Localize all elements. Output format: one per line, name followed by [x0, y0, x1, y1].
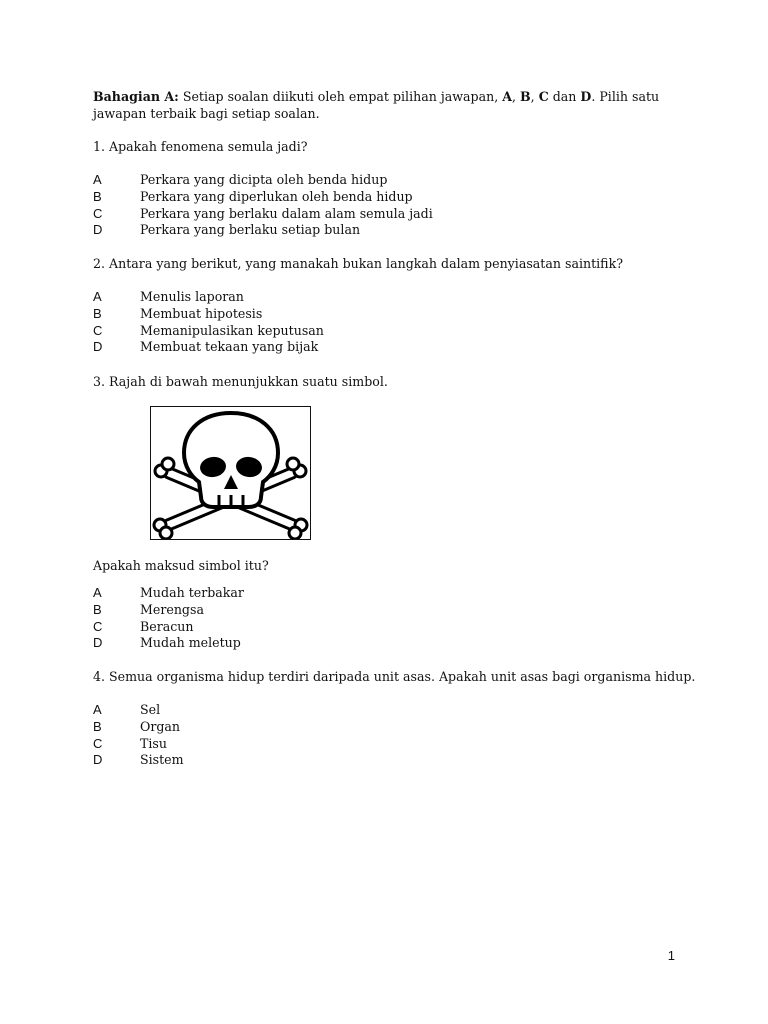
option-text: Perkara yang berlaku setiap bulan — [140, 222, 361, 238]
option-letter: C — [93, 618, 103, 634]
option-text: Tisu — [140, 735, 168, 751]
option-text: Mudah terbakar — [140, 585, 244, 600]
option-text: Merengsa — [140, 601, 204, 617]
question-4: 4. Semua organisma hidup terdiri daripada unit asas. Apakah unit asas bagi organisma hidup. — [93, 669, 696, 684]
question-1: 1. Apakah fenomena semula jadi? — [93, 139, 308, 154]
question-3-prompt: Apakah maksud simbol itu? — [93, 558, 269, 573]
option-letter: A — [93, 585, 102, 600]
option-text: Sel — [140, 702, 161, 717]
option-text: Mudah meletup — [140, 635, 241, 651]
option-text: Perkara yang diperlukan oleh benda hidup — [140, 188, 413, 204]
option-letter: B — [93, 305, 102, 321]
skull-crossbones-icon — [151, 407, 310, 539]
option-text: Beracun — [140, 618, 194, 634]
option-text: Membuat tekaan yang bijak — [140, 339, 319, 355]
section-label: Bahagian A: — [93, 89, 179, 104]
symbol-figure — [150, 406, 311, 540]
option-letter: B — [93, 601, 102, 617]
instructions-line-2: jawapan terbaik bagi setiap soalan. — [93, 105, 320, 121]
option-letter: C — [93, 322, 103, 338]
option-text: Memanipulasikan keputusan — [140, 322, 324, 338]
skull — [184, 413, 278, 507]
question-2: 2. Antara yang berikut, yang manakah bukan langkah dalam penyiasatan saintifik? — [93, 256, 623, 271]
option-letter: D — [93, 635, 103, 651]
option-letter: D — [93, 222, 103, 238]
page-number: 1 — [667, 948, 675, 963]
option-letter: D — [93, 752, 103, 768]
instructions-line-1: Bahagian A: Setiap soalan diikuti oleh empat pilihan jawapan, A, B, C dan D. Pilih satu — [93, 89, 660, 104]
option-text: Membuat hipotesis — [140, 305, 263, 321]
option-letter: B — [93, 718, 102, 734]
option-text: Perkara yang berlaku dalam alam semula jadi — [140, 205, 433, 221]
option-letter: A — [93, 702, 102, 717]
option-letter: A — [93, 289, 102, 304]
question-3: 3. Rajah di bawah menunjukkan suatu simbol. — [93, 374, 388, 389]
option-letter: A — [93, 172, 102, 187]
option-letter: C — [93, 735, 103, 751]
option-text: Menulis laporan — [140, 289, 244, 304]
option-text: Perkara yang dicipta oleh benda hidup — [140, 172, 388, 187]
section-instructions — [93, 89, 693, 122]
option-letter: D — [93, 339, 103, 355]
option-letter: C — [93, 205, 103, 221]
option-text: Organ — [140, 718, 181, 734]
option-letter: B — [93, 188, 102, 204]
option-text: Sistem — [140, 752, 184, 768]
